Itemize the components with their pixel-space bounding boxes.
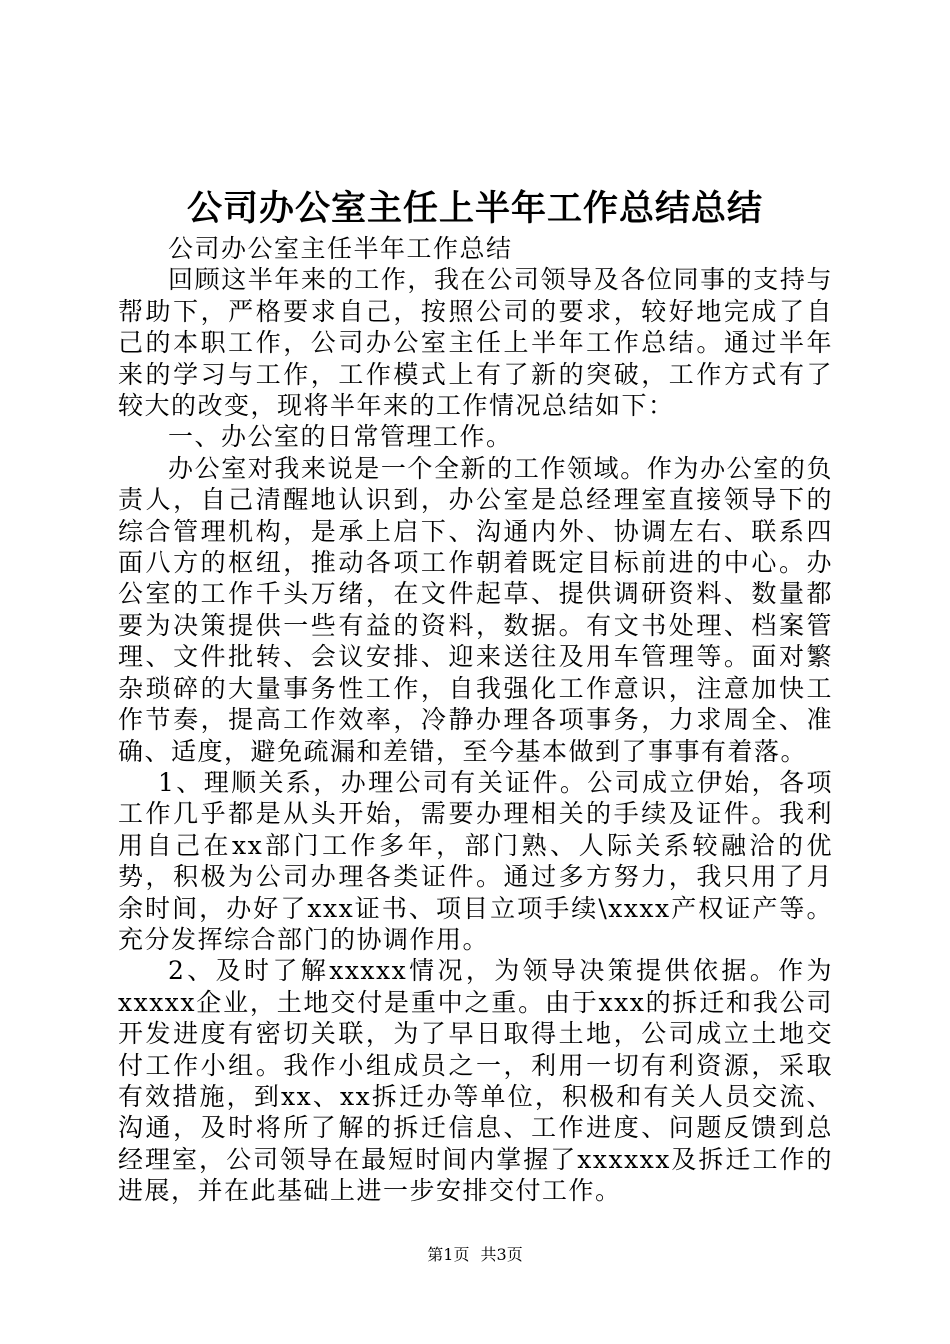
page-footer (0, 1244, 950, 1266)
document-body (118, 233, 833, 1207)
paragraph-item-2: 2、及时了解xxxxx情况，为领导决策提供依据。作为xxxxx企业，土地交付是重中之重。由于xxx的拆迁和我公司开发进度有密切关联，为了早日取得土地，公司成立土地交付工作小组。我作小组成员之一，利用一切有利资源，采取有效措施，到xx、xx拆迁办等单位，积极和有关人员交流、沟通，及时将所了解的拆迁信息、工作进度、问题反馈到总经理室，公司领导在最短时间内掌握了xxxxxx及拆迁工作的进展，并在此基础上进一步安排交付工作。 (118, 956, 833, 1206)
paragraph-item-1: 1、理顺关系，办理公司有关证件。公司成立伊始，各项工作几乎都是从头开始，需要办理相关的手续及证件。我利用自己在xx部门工作多年，部门熟、人际关系较融洽的优势，积极为公司办理各类证件。通过多方努力，我只用了月余时间，办好了xxx证书、项目立项手续\xxxx产权证产等。充分发挥综合部门的协调作用。 (118, 767, 833, 954)
page-total: 共3页 (480, 1245, 523, 1264)
paragraph-subtitle: 公司办公室主任半年工作总结 (168, 234, 513, 263)
paragraph-intro: 回顾这半年来的工作，我在公司领导及各位同事的支持与帮助下，严格要求自己，按照公司的要求，较好地完成了自己的本职工作，公司办公室主任上半年工作总结。通过半年来的学习与工作，工作模式上有了新的突破，工作方式有了较大的改变，现将半年来的工作情况总结如下： (118, 265, 833, 421)
paragraph-office-management: 办公室对我来说是一个全新的工作领域。作为办公室的负责人，自己清醒地认识到，办公室是总经理室直接领导下的综合管理机构，是承上启下、沟通内外、协调左右、联系四面八方的枢纽，推动各项工作朝着既定目标前进的中心。办公室的工作千头万绪，在文件起草、提供调研资料、数量都要为决策提供一些有益的资料，数据。有文书处理、档案管理、文件批转、会议安排、迎来送往及用车管理等。面对繁杂琐碎的大量事务性工作，自我强化工作意识，注意加快工作节奏，提高工作效率，冷静办理各项事务，力求周全、准确、适度，避免疏漏和差错，至今基本做到了事事有着落。 (118, 453, 833, 766)
section-heading-1: 一、办公室的日常管理工作。 (168, 422, 513, 452)
page-number: 第1页 (427, 1245, 470, 1264)
document-title: 公司办公室主任上半年工作总结总结 (186, 189, 763, 229)
